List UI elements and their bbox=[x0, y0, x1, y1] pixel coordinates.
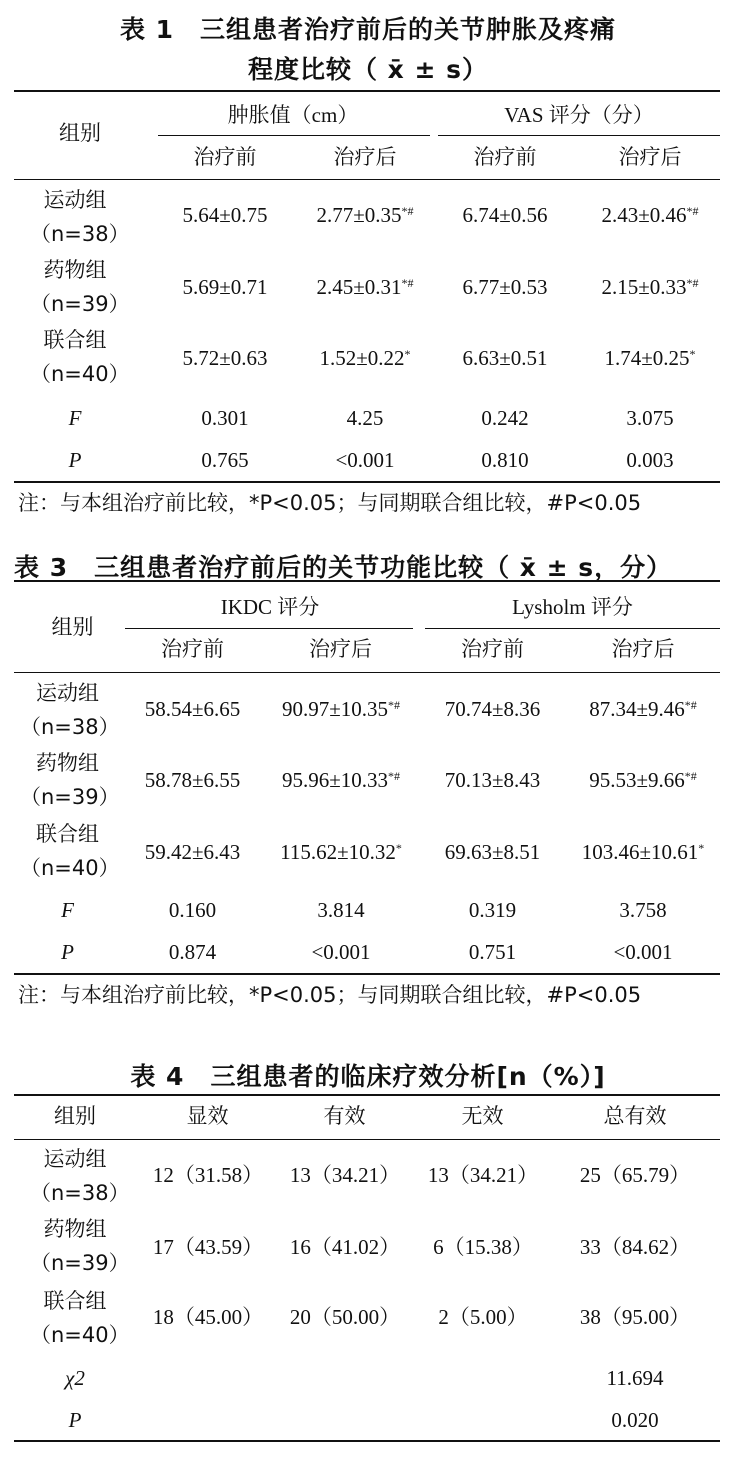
group-name: 药物组 （n=39） bbox=[30, 1217, 130, 1275]
cell: 1.74±0.25* bbox=[604, 346, 696, 370]
cell: 69.63±8.51 bbox=[444, 840, 541, 864]
cell: 13（34.21） bbox=[289, 1163, 401, 1187]
table1-bottom-rule bbox=[14, 481, 720, 483]
cell: 5.72±0.63 bbox=[182, 346, 268, 370]
table3-top-rule bbox=[14, 580, 720, 582]
cell: 5.69±0.71 bbox=[182, 275, 268, 299]
table4-top-rule bbox=[14, 1094, 720, 1096]
group-name: 运动组 （n=38） bbox=[30, 1147, 130, 1205]
cell: 38（95.00） bbox=[579, 1305, 691, 1329]
cell: 2.77±0.35*# bbox=[316, 203, 414, 227]
table3-sub-before-2: 治疗前 bbox=[461, 637, 524, 661]
cell: 12（31.58） bbox=[152, 1163, 264, 1187]
table4-bottom-rule bbox=[14, 1440, 720, 1442]
cell: 6.74±0.56 bbox=[462, 203, 548, 227]
cell: 70.13±8.43 bbox=[444, 768, 541, 792]
table1-header-group: 组别 bbox=[59, 121, 101, 145]
table1-top-rule bbox=[14, 90, 720, 92]
stat-label: P bbox=[61, 940, 74, 964]
cell: 2（5.00） bbox=[438, 1305, 528, 1329]
table1-col-group2: VAS 评分（分） bbox=[504, 103, 654, 127]
cell: 70.74±8.36 bbox=[444, 697, 541, 721]
group-name: 联合组 （n=40） bbox=[30, 1289, 130, 1347]
cell: 20（50.00） bbox=[289, 1305, 401, 1329]
cell: 0.765 bbox=[201, 448, 249, 472]
cell: 16（41.02） bbox=[289, 1235, 401, 1259]
cell: 95.53±9.66*# bbox=[589, 768, 697, 792]
table1-sub-after-2: 治疗后 bbox=[618, 145, 682, 169]
cell: 0.874 bbox=[168, 940, 217, 964]
cell: 1.52±0.22* bbox=[319, 346, 411, 370]
group-name: 药物组 （n=39） bbox=[30, 258, 130, 316]
table3-col-group1: IKDC 评分 bbox=[220, 595, 320, 619]
cell: 2.15±0.33*# bbox=[601, 275, 699, 299]
cell: 0.751 bbox=[468, 940, 517, 964]
cell: 17（43.59） bbox=[152, 1235, 264, 1259]
cell: 0.319 bbox=[468, 898, 517, 922]
table3-span-rule-1 bbox=[125, 628, 413, 629]
table1-span-rule-2 bbox=[438, 135, 720, 136]
group-name: 运动组 （n=38） bbox=[30, 188, 130, 246]
table1-sub-before-1: 治疗前 bbox=[193, 145, 257, 169]
cell: 5.64±0.75 bbox=[182, 203, 268, 227]
col-header: 显效 bbox=[186, 1104, 229, 1128]
table1-sub-after-1: 治疗后 bbox=[333, 145, 397, 169]
cell: 90.97±10.35*# bbox=[281, 697, 401, 721]
cell: <0.001 bbox=[311, 940, 371, 964]
cell: <0.001 bbox=[335, 448, 395, 472]
cell: 25（65.79） bbox=[579, 1163, 691, 1187]
cell: 0.160 bbox=[168, 898, 217, 922]
cell: 4.25 bbox=[346, 406, 384, 430]
table3-header-rule bbox=[14, 672, 720, 673]
table3-sub-after-1: 治疗后 bbox=[309, 637, 372, 661]
cell: 95.96±10.33*# bbox=[281, 768, 401, 792]
cell: 0.020 bbox=[611, 1408, 659, 1432]
cell: 58.54±6.65 bbox=[144, 697, 241, 721]
stat-label: P bbox=[68, 1408, 82, 1432]
cell: 11.694 bbox=[606, 1366, 664, 1390]
table1-header-rule bbox=[14, 179, 720, 180]
group-name: 药物组 （n=39） bbox=[20, 751, 120, 809]
cell: 59.42±6.43 bbox=[144, 840, 241, 864]
stat-label: F bbox=[61, 898, 74, 922]
table1-title-line2: 程度比较（ x̄ ± s） bbox=[247, 55, 489, 84]
cell: 6.77±0.53 bbox=[462, 275, 548, 299]
table1-note: 注：与本组治疗前比较，*P<0.05；与同期联合组比较，#P<0.05 bbox=[18, 491, 642, 515]
cell: 33（84.62） bbox=[579, 1235, 691, 1259]
cell: 3.814 bbox=[317, 898, 365, 922]
cell: 18（45.00） bbox=[152, 1305, 264, 1329]
col-header: 组别 bbox=[54, 1104, 96, 1128]
group-name: 联合组 （n=40） bbox=[30, 328, 130, 386]
cell: 2.45±0.31*# bbox=[316, 275, 414, 299]
group-name: 联合组 （n=40） bbox=[20, 822, 120, 880]
cell: 3.758 bbox=[619, 898, 667, 922]
table3-sub-before-1: 治疗前 bbox=[161, 637, 224, 661]
table1-col-group1: 肿胀值（cm） bbox=[227, 103, 359, 127]
cell: 115.62±10.32* bbox=[280, 840, 402, 864]
table3-col-group2: Lysholm 评分 bbox=[512, 595, 633, 619]
cell: 3.075 bbox=[626, 406, 674, 430]
cell: 0.003 bbox=[626, 448, 674, 472]
cell: 103.46±10.61* bbox=[581, 840, 705, 864]
cell: 13（34.21） bbox=[427, 1163, 539, 1187]
table3-sub-after-2: 治疗后 bbox=[611, 637, 675, 661]
group-name: 运动组 （n=38） bbox=[20, 681, 120, 739]
table1-span-rule-1 bbox=[158, 135, 430, 136]
col-header: 有效 bbox=[323, 1104, 366, 1128]
table4-header-rule bbox=[14, 1139, 720, 1140]
cell: <0.001 bbox=[613, 940, 673, 964]
cell: 0.810 bbox=[481, 448, 529, 472]
cell: 0.242 bbox=[481, 406, 529, 430]
stat-label: χ2 bbox=[65, 1366, 85, 1390]
table1-title: 表 1 三组患者治疗前后的关节肿胀及疼痛 bbox=[119, 15, 617, 44]
stat-label: P bbox=[68, 448, 82, 472]
col-header: 总有效 bbox=[603, 1104, 667, 1128]
cell: 0.301 bbox=[201, 406, 249, 430]
cell: 2.43±0.46*# bbox=[601, 203, 699, 227]
stat-label: F bbox=[68, 406, 82, 430]
table1-sub-before-2: 治疗前 bbox=[473, 145, 537, 169]
cell: 6.63±0.51 bbox=[462, 346, 548, 370]
cell: 6（15.38） bbox=[433, 1235, 533, 1259]
cell: 87.34±9.46*# bbox=[589, 697, 697, 721]
cell: 58.78±6.55 bbox=[144, 768, 241, 792]
table3-header-group: 组别 bbox=[51, 615, 94, 639]
table3-bottom-rule bbox=[14, 973, 720, 975]
col-header: 无效 bbox=[461, 1104, 504, 1128]
table3-title: 表 3 三组患者治疗前后的关节功能比较（ x̄ ± s，分） bbox=[14, 553, 673, 582]
table3-span-rule-2 bbox=[425, 628, 720, 629]
table4-title: 表 4 三组患者的临床疗效分析[n（%）] bbox=[130, 1062, 606, 1091]
table3-note: 注：与本组治疗前比较，*P<0.05；与同期联合组比较，#P<0.05 bbox=[18, 983, 642, 1007]
